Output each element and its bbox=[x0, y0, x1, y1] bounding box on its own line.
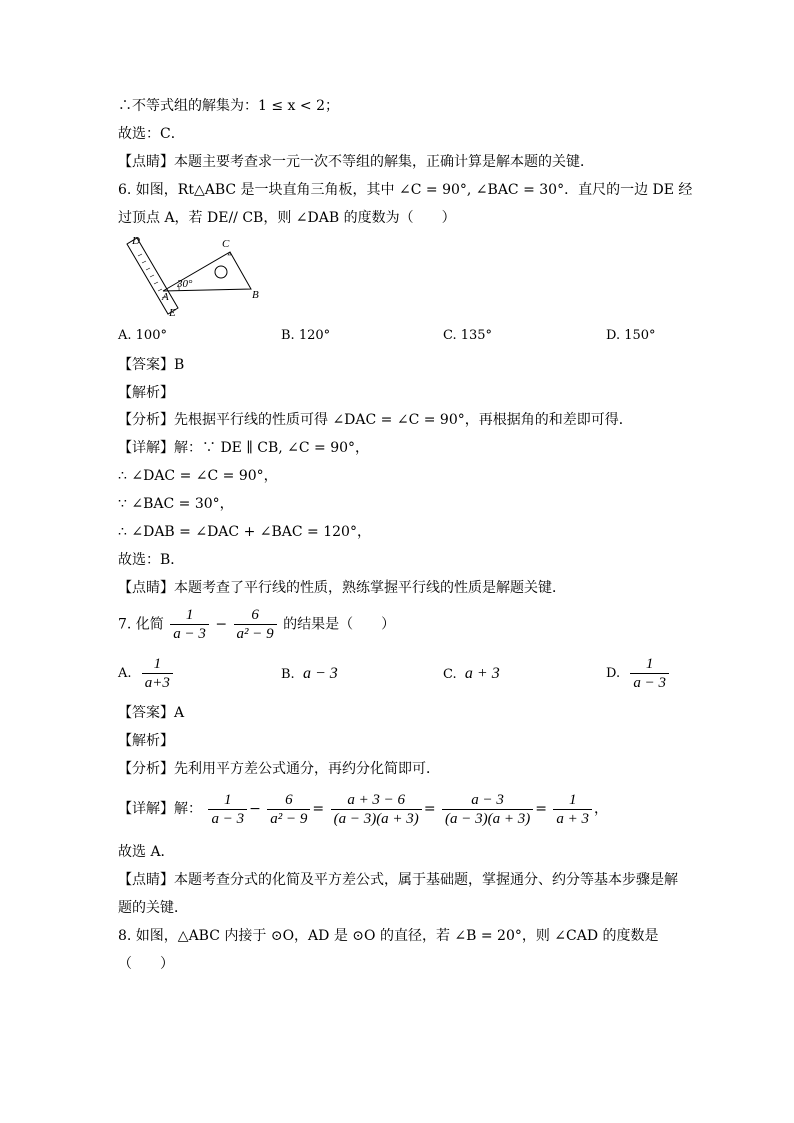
q7-fraction-1: $\frac{1}{a - 3}$ bbox=[170, 606, 209, 643]
q6-option-a: A. 100° bbox=[118, 328, 167, 343]
q6-option-b: B. 120° bbox=[281, 328, 331, 343]
label-a: A bbox=[162, 291, 169, 303]
detail-6-line3: ∵ ∠BAC = 30°， bbox=[118, 496, 234, 512]
label-d: D bbox=[132, 235, 140, 247]
label-b: B bbox=[252, 289, 259, 301]
analysis-7: 【分析】先利用平方差公式通分，再约分化简即可． bbox=[118, 761, 440, 777]
question-7 bbox=[118, 606, 395, 643]
label-angle-30: 30° bbox=[177, 278, 193, 290]
comment-7-line1: 【点睛】本题考查分式的化简及平方差公式，属于基础题，掌握通分、约分等基本步骤是解 bbox=[118, 872, 678, 888]
detail-6-line4: ∴ ∠DAB = ∠DAC + ∠BAC = 120°， bbox=[118, 524, 371, 540]
choose-c-line: 故选：C． bbox=[118, 126, 185, 142]
answer-6: 【答案】B bbox=[118, 357, 185, 373]
q7-option-b: B. a − 3 bbox=[281, 665, 338, 682]
question-8-line2: （ ） bbox=[118, 956, 174, 972]
comment-7-line2: 题的关键． bbox=[118, 900, 188, 916]
analysis-6-heading: 【解析】 bbox=[118, 385, 174, 401]
q7-option-d: D. $\frac{1}{a - 3}$ bbox=[606, 655, 671, 692]
triangle-ruler-figure bbox=[118, 232, 268, 318]
q7-option-a: A. $\frac{1}{a+3}$ bbox=[118, 655, 175, 692]
sol-frac-5: $\frac{1}{a + 3}$ bbox=[553, 791, 592, 828]
comment-6: 【点睛】本题考查了平行线的性质，熟练掌握平行线的性质是解题关键． bbox=[118, 580, 566, 596]
minus-sign: − bbox=[215, 616, 228, 633]
sol-frac-1: $\frac{1}{a - 3}$ bbox=[208, 791, 247, 828]
comment-q5: 【点睛】本题主要考查求一元一次不等组的解集，正确计算是解本题的关键． bbox=[118, 154, 594, 170]
solution-set-line: ∴不等式组的解集为：1 ≤ x < 2； bbox=[118, 98, 339, 114]
q7-prefix: 7. 化简 bbox=[118, 616, 164, 633]
q6-option-c: C. 135° bbox=[443, 328, 493, 343]
question-6-line2: 过顶点 A，若 DE// CB，则 ∠DAB 的度数为（ ） bbox=[118, 210, 456, 226]
q7-option-c: C. a + 3 bbox=[443, 665, 500, 682]
sol-frac-2: $\frac{6}{\text{a² − 9}}$ bbox=[267, 791, 310, 828]
question-8-line1: 8. 如图，△ABC 内接于 ⊙O，AD 是 ⊙O 的直径，若 ∠B = 20°，则 ∠CAD 的度数是 bbox=[118, 928, 659, 944]
q7-suffix: 的结果是（ ） bbox=[283, 616, 396, 633]
detail-7: 【详解】解： $\frac{1}{a - 3}$ − $\frac{6}{\text{a² − 9}}$ = $\frac{a + 3 - 6}{(a - 3)(a + 3)}$ = $\frac{a - 3}{(a - 3)(a + 3)}$ = $\frac{1}{a + 3}$ ， bbox=[118, 791, 609, 827]
detail-6-line2: ∴ ∠DAC = ∠C = 90°， bbox=[118, 468, 278, 484]
sol-frac-3: $\frac{a + 3 - 6}{(a - 3)(a + 3)}$ bbox=[331, 791, 422, 828]
detail-6-line5: 故选：B． bbox=[118, 552, 185, 568]
label-c: C bbox=[222, 238, 230, 250]
analysis-6: 【分析】先根据平行线的性质可得 ∠DAC = ∠C = 90°，再根据角的和差即可得． bbox=[118, 412, 633, 428]
analysis-7-heading: 【解析】 bbox=[118, 733, 174, 749]
sol-frac-4: $\frac{a - 3}{(a - 3)(a + 3)}$ bbox=[442, 791, 533, 828]
choose-a-line: 故选 A． bbox=[118, 844, 175, 860]
detail-6-line1: 【详解】解：∵ DE ∥ CB, ∠C = 90°， bbox=[118, 440, 370, 456]
q7-fraction-2: $\frac{6}{\text{a² − 9}}$ bbox=[234, 606, 277, 643]
question-6-line1: 6. 如图，Rt△ABC 是一块直角三角板，其中 ∠C = 90°, ∠BAC = 30°．直尺的一边 DE 经 bbox=[118, 182, 693, 198]
label-e: E bbox=[169, 307, 176, 318]
answer-7: 【答案】A bbox=[118, 705, 185, 721]
q6-option-d: D. 150° bbox=[606, 328, 656, 343]
